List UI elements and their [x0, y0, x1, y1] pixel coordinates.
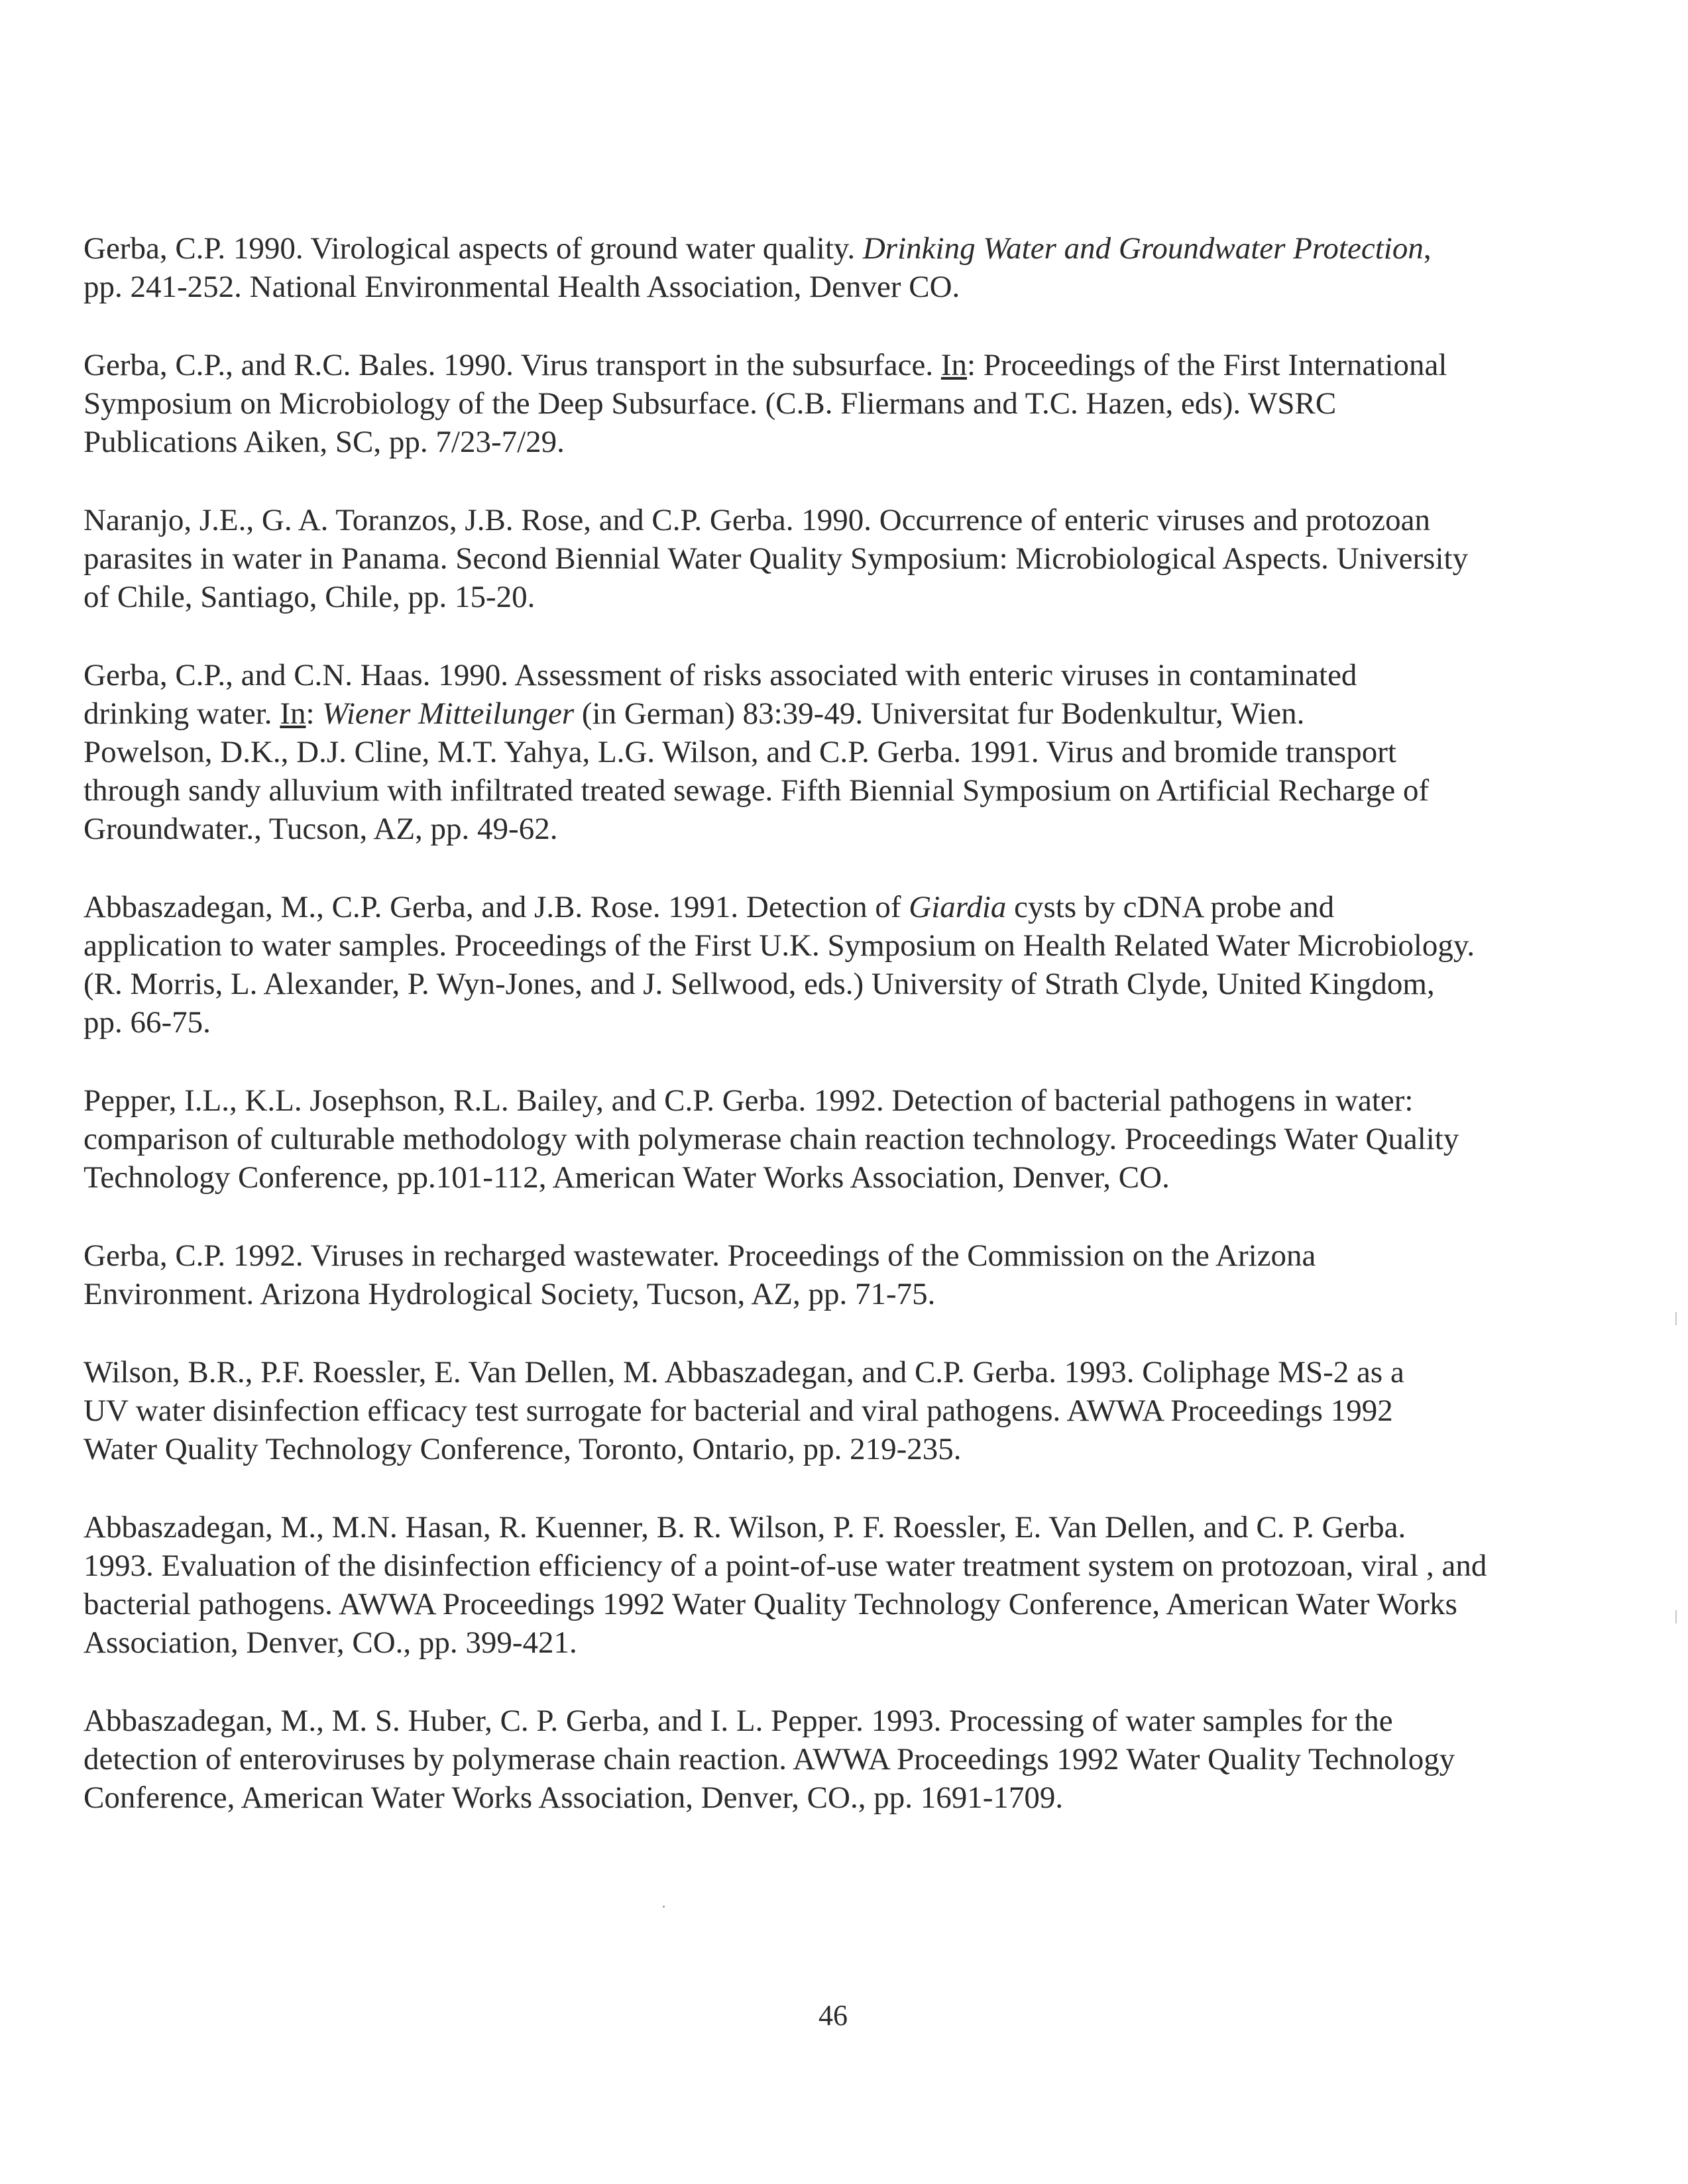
- scan-edge-mark: [1675, 1610, 1677, 1623]
- reference-line: [84, 501, 1575, 539]
- reference-text: Naranjo, J.E., G. A. Toranzos, J.B. Rose, and C.P. Gerba. 1990. Occurrence of enteric viruses and protozoan: [84, 503, 1430, 537]
- reference-text: Association, Denver, CO., pp. 399-421.: [84, 1625, 577, 1660]
- reference-text: Environment. Arizona Hydrological Society, Tucson, AZ, pp. 71-75.: [84, 1277, 936, 1311]
- reference-text: detection of enteroviruses by polymerase chain reaction. AWWA Proceedings 1992 Water Quality Technology: [84, 1742, 1455, 1776]
- underlined-text: In: [280, 696, 306, 731]
- reference-text: pp. 241-252. National Environmental Health Association, Denver CO.: [84, 270, 960, 304]
- reference-line: [84, 1508, 1575, 1547]
- reference-text: bacterial pathogens. AWWA Proceedings 1992 Water Quality Technology Conference, American Water Works: [84, 1587, 1457, 1621]
- reference-line: [84, 346, 1575, 384]
- reference-text: Powelson, D.K., D.J. Cline, M.T. Yahya, L.G. Wilson, and C.P. Gerba. 1991. Virus and bromide transport: [84, 735, 1396, 769]
- reference-text: Pepper, I.L., K.L. Josephson, R.L. Bailey, and C.P. Gerba. 1992. Detection of bacterial pathogens in water:: [84, 1083, 1414, 1118]
- reference-text: Water Quality Technology Conference, Toronto, Ontario, pp. 219-235.: [84, 1432, 962, 1466]
- reference-text: Technology Conference, pp.101-112, American Water Works Association, Denver, CO.: [84, 1160, 1170, 1195]
- reference-line: [84, 1353, 1575, 1392]
- reference-text: Abbaszadegan, M., M.N. Hasan, R. Kuenner, B. R. Wilson, P. F. Roessler, E. Van Dellen, and C. P. Gerba.: [84, 1510, 1406, 1545]
- reference-text: Gerba, C.P. 1990. Virological aspects of ground water quality.: [84, 231, 863, 266]
- reference-text: drinking water.: [84, 696, 280, 731]
- reference-entry: [84, 229, 1575, 306]
- reference-line: [84, 1547, 1575, 1585]
- reference-text: Conference, American Water Works Association, Denver, CO., pp. 1691-1709.: [84, 1780, 1064, 1815]
- reference-text: of Chile, Santiago, Chile, pp. 15-20.: [84, 580, 535, 614]
- reference-text: comparison of culturable methodology with polymerase chain reaction technology. Proceedings Water Quality: [84, 1122, 1459, 1156]
- reference-text: pp. 66-75.: [84, 1005, 211, 1040]
- reference-entry: [84, 1353, 1575, 1468]
- reference-line: [84, 1392, 1575, 1430]
- reference-entry: [84, 656, 1575, 848]
- reference-line: [84, 1585, 1575, 1623]
- reference-text: Abbaszadegan, M., M. S. Huber, C. P. Gerba, and I. L. Pepper. 1993. Processing of water samples for the: [84, 1704, 1393, 1738]
- reference-text: UV water disinfection efficacy test surrogate for bacterial and viral pathogens. AWWA Proceedings 1992: [84, 1393, 1393, 1428]
- reference-text: parasites in water in Panama. Second Biennial Water Quality Symposium: Microbiological Aspects. University: [84, 541, 1469, 576]
- reference-line: [84, 268, 1575, 306]
- reference-line: [84, 539, 1575, 578]
- reference-text: 1993. Evaluation of the disinfection efficiency of a point-of-use water treatment system on protozoan, viral , and: [84, 1549, 1487, 1583]
- reference-text: application to water samples. Proceedings of the First U.K. Symposium on Health Related Water Microbiology.: [84, 928, 1475, 963]
- italic-text: Wiener Mitteilunger: [322, 696, 575, 731]
- reference-line: [84, 733, 1575, 771]
- reference-line: [84, 965, 1575, 1003]
- reference-entry: [84, 1702, 1575, 1817]
- reference-entry: [84, 888, 1575, 1042]
- reference-entry: [84, 1508, 1575, 1662]
- reference-line: [84, 384, 1575, 423]
- underlined-text: In: [940, 348, 968, 382]
- reference-text: through sandy alluvium with infiltrated treated sewage. Fifth Biennial Symposium on Artificial Recharge of: [84, 773, 1430, 808]
- reference-line: [84, 1702, 1575, 1740]
- reference-line: [84, 888, 1575, 926]
- scan-edge-mark: [1675, 1312, 1677, 1325]
- reference-line: [84, 578, 1575, 616]
- reference-text: Wilson, B.R., P.F. Roessler, E. Van Dellen, M. Abbaszadegan, and C.P. Gerba. 1993. Coliphage MS-2 as a: [84, 1355, 1404, 1390]
- reference-text: : Proceedings of the First International: [967, 348, 1447, 382]
- reference-line: [84, 810, 1575, 848]
- reference-text: Gerba, C.P., and R.C. Bales. 1990. Virus transport in the subsurface.: [84, 348, 941, 382]
- reference-line: [84, 1236, 1575, 1275]
- reference-line: [84, 926, 1575, 965]
- reference-line: [84, 771, 1575, 810]
- reference-text: (in German) 83:39-49. Universitat fur Bodenkultur, Wien.: [574, 696, 1305, 731]
- reference-text: (R. Morris, L. Alexander, P. Wyn-Jones, and J. Sellwood, eds.) University of Strath Clyde, United Kingdom,: [84, 967, 1435, 1001]
- reference-line: [84, 1081, 1575, 1120]
- reference-line: [84, 1430, 1575, 1468]
- reference-text: Publications Aiken, SC, pp. 7/23-7/29.: [84, 425, 565, 459]
- reference-line: [84, 1120, 1575, 1158]
- reference-text: ,: [1423, 231, 1432, 266]
- reference-line: [84, 1275, 1575, 1313]
- reference-line: [84, 1740, 1575, 1778]
- reference-line: [84, 423, 1575, 461]
- reference-line: [84, 229, 1575, 268]
- reference-line: [84, 656, 1575, 694]
- reference-entry: [84, 346, 1575, 461]
- reference-text: Gerba, C.P., and C.N. Haas. 1990. Assessment of risks associated with enteric viruses in contaminated: [84, 658, 1357, 692]
- page-number: 46: [818, 1999, 848, 2032]
- reference-text: Symposium on Microbiology of the Deep Subsurface. (C.B. Fliermans and T.C. Hazen, eds). WSRC: [84, 386, 1337, 421]
- reference-text: Gerba, C.P. 1992. Viruses in recharged wastewater. Proceedings of the Commission on the Arizona: [84, 1238, 1316, 1273]
- reference-text: Abbaszadegan, M., C.P. Gerba, and J.B. Rose. 1991. Detection of: [84, 890, 909, 924]
- reference-text: cysts by cDNA probe and: [1006, 890, 1335, 924]
- reference-entry: [84, 1236, 1575, 1313]
- reference-text: :: [306, 696, 323, 731]
- italic-text: Drinking Water and Groundwater Protection: [862, 231, 1424, 266]
- reference-line: [84, 1158, 1575, 1197]
- scan-speck: [663, 1906, 665, 1908]
- reference-list: [84, 229, 1575, 1857]
- italic-text: Giardia: [909, 890, 1007, 924]
- reference-line: [84, 1623, 1575, 1662]
- reference-line: [84, 694, 1575, 733]
- reference-entry: [84, 501, 1575, 616]
- reference-line: [84, 1778, 1575, 1817]
- reference-line: [84, 1003, 1575, 1042]
- reference-entry: [84, 1081, 1575, 1197]
- reference-text: Groundwater., Tucson, AZ, pp. 49-62.: [84, 812, 558, 846]
